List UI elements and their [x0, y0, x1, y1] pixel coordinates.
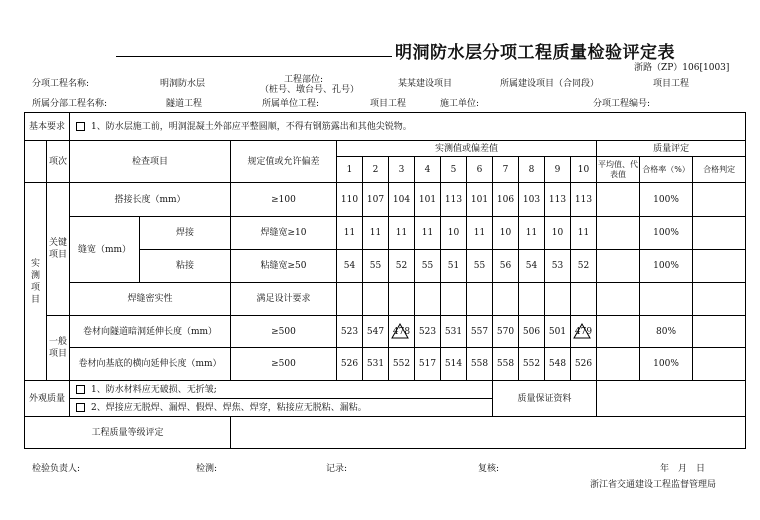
construction-label: 施工单位:	[440, 99, 480, 109]
appearance-item: 1、防水材料应无破损、无折皱;	[70, 381, 493, 399]
value-cell: 531	[441, 316, 467, 348]
basic-req-text: 1、防水层施工前，明洞混凝土外部应平整圆顺，不得有钢筋露出和其他尖锐物。	[91, 121, 412, 132]
pass-rate-cell: 100%	[640, 217, 693, 250]
footer-reviewer: 复核:	[478, 464, 500, 474]
value-cell	[337, 283, 363, 316]
basic-requirement-row	[25, 113, 746, 141]
value-cell	[519, 283, 545, 316]
table-row	[25, 316, 746, 348]
footer-inspector: 检验负责人:	[32, 464, 81, 474]
value-cell: 55	[467, 250, 493, 283]
measure-no: 2	[363, 157, 389, 183]
value-cell-flagged: 478	[389, 316, 415, 348]
value-cell: 53	[545, 250, 571, 283]
value-cell: 10	[493, 217, 519, 250]
table-row	[25, 183, 746, 217]
value-cell: 101	[415, 183, 441, 217]
value-cell: 103	[519, 183, 545, 217]
value-cell	[467, 283, 493, 316]
value-cell: 557	[467, 316, 493, 348]
value-cell	[493, 283, 519, 316]
item-name: 卷材向隧道暗洞延伸长度（mm）	[70, 316, 231, 348]
blank-corner	[25, 141, 47, 183]
checkbox[interactable]	[76, 403, 85, 412]
unit-value: 项目工程	[370, 99, 407, 109]
value-cell: 11	[415, 217, 441, 250]
item-spec: 焊缝宽≥10	[231, 217, 337, 250]
value-cell: 558	[467, 348, 493, 381]
value-cell: 56	[493, 250, 519, 283]
grade-label: 工程质量等级评定	[25, 417, 231, 449]
avg-cell	[597, 250, 640, 283]
value-cell: 548	[545, 348, 571, 381]
judge-cell	[693, 217, 746, 250]
triangle-flag-icon	[573, 323, 591, 339]
quality-docs-label: 质量保证资料	[493, 381, 597, 417]
grade-row	[25, 417, 746, 449]
measure-no: 4	[415, 157, 441, 183]
sub-item-value: 明洞防水层	[160, 79, 206, 89]
value-cell: 506	[519, 316, 545, 348]
title-underline	[116, 56, 392, 57]
quality-docs-value	[597, 381, 746, 417]
header-row-1	[25, 141, 746, 157]
value-cell: 107	[363, 183, 389, 217]
value-cell: 113	[571, 183, 597, 217]
value-cell: 514	[441, 348, 467, 381]
value-cell: 106	[493, 183, 519, 217]
value-cell	[571, 283, 597, 316]
value-cell: 101	[467, 183, 493, 217]
pass-rate-cell: 80%	[640, 316, 693, 348]
value-cell: 110	[337, 183, 363, 217]
col-quality: 质量评定	[597, 141, 746, 157]
measure-no: 3	[389, 157, 415, 183]
value-cell-flagged: 479	[571, 316, 597, 348]
measure-no: 5	[441, 157, 467, 183]
value-cell: 552	[389, 348, 415, 381]
measure-no: 1	[337, 157, 363, 183]
col-check-item: 检查项目	[70, 141, 231, 183]
value-cell: 113	[545, 183, 571, 217]
value-cell: 113	[441, 183, 467, 217]
table-row	[25, 348, 746, 381]
measured-items-label: 实测项目	[25, 183, 47, 381]
checkbox[interactable]	[76, 385, 85, 394]
col-measured: 实测值或偏差值	[337, 141, 597, 157]
col-judgement: 合格判定	[693, 157, 746, 183]
part-label: 工程部位:	[284, 75, 324, 85]
sub-item-label: 分项工程名称:	[32, 79, 90, 89]
judge-cell	[693, 316, 746, 348]
measure-no: 10	[571, 157, 597, 183]
part-label-sub: （桩号、墩台号、孔号）	[260, 85, 360, 95]
value-cell: 54	[337, 250, 363, 283]
value-cell: 531	[363, 348, 389, 381]
item-name: 粘接	[140, 250, 231, 283]
item-spec: ≥500	[231, 348, 337, 381]
value-cell: 11	[363, 217, 389, 250]
value-cell: 11	[571, 217, 597, 250]
value-cell: 51	[441, 250, 467, 283]
table-row	[25, 217, 746, 250]
appearance-item: 2、焊接应无脱焊、漏焊、假焊、焊焦、焊穿，粘接应无脱粘、漏粘。	[70, 399, 493, 417]
value-cell: 547	[363, 316, 389, 348]
value-cell: 52	[389, 250, 415, 283]
quality-table	[24, 112, 746, 449]
pass-rate-cell: 100%	[640, 250, 693, 283]
item-name: 焊接	[140, 217, 231, 250]
basic-req-cell	[70, 113, 746, 141]
item-spec: 满足设计要求	[231, 283, 337, 316]
sub-code-label: 分项工程编号:	[593, 99, 651, 109]
item-name: 卷材向基底的横向延伸长度（mm）	[70, 348, 231, 381]
pass-rate-cell	[640, 283, 693, 316]
value-cell: 52	[571, 250, 597, 283]
value-cell: 570	[493, 316, 519, 348]
judge-cell	[693, 250, 746, 283]
item-spec: ≥100	[231, 183, 337, 217]
checkbox[interactable]	[76, 122, 85, 131]
col-spec: 规定值或允许偏差	[231, 141, 337, 183]
table-row	[25, 283, 746, 316]
value-cell: 11	[337, 217, 363, 250]
value-cell: 10	[545, 217, 571, 250]
value-cell: 54	[519, 250, 545, 283]
measure-no: 7	[493, 157, 519, 183]
value-cell	[415, 283, 441, 316]
belong-value: 项目工程	[653, 79, 690, 89]
value-cell: 526	[571, 348, 597, 381]
appearance-label: 外观质量	[25, 381, 70, 417]
footer-issuer: 浙江省交通建设工程监督管理局	[590, 480, 717, 490]
value-cell: 11	[519, 217, 545, 250]
value-cell: 501	[545, 316, 571, 348]
pass-rate-cell: 100%	[640, 348, 693, 381]
value-cell: 104	[389, 183, 415, 217]
avg-cell	[597, 316, 640, 348]
belong-label: 所属建设项目（合同段）	[500, 79, 600, 89]
avg-cell	[597, 183, 640, 217]
measure-no: 9	[545, 157, 571, 183]
col-pass-rate: 合格率（%）	[640, 157, 693, 183]
general-items-label: 一般项目	[47, 316, 70, 381]
value-cell: 11	[389, 217, 415, 250]
value-cell: 517	[415, 348, 441, 381]
col-avg: 平均值、代表值	[597, 157, 640, 183]
avg-cell	[597, 348, 640, 381]
footer-recorder: 记录:	[326, 464, 348, 474]
value-cell	[363, 283, 389, 316]
form-code: 浙路（ZP）106[1003]	[634, 63, 730, 73]
triangle-flag-icon	[391, 323, 409, 339]
pass-rate-cell: 100%	[640, 183, 693, 217]
footer-date: 年 月 日	[660, 464, 706, 474]
value-cell: 55	[415, 250, 441, 283]
judge-cell	[693, 283, 746, 316]
seam-width-label: 缝宽（mm）	[70, 217, 140, 283]
value-cell: 552	[519, 348, 545, 381]
value-cell: 523	[337, 316, 363, 348]
division-label: 所属分部工程名称:	[32, 99, 108, 109]
value-cell: 55	[363, 250, 389, 283]
value-cell	[441, 283, 467, 316]
unit-label: 所属单位工程:	[262, 99, 320, 109]
key-items-label: 关键项目	[47, 183, 70, 316]
measure-no: 8	[519, 157, 545, 183]
grade-value	[231, 417, 746, 449]
value-cell: 558	[493, 348, 519, 381]
page-title: 明洞防水层分项工程质量检验评定表	[395, 43, 675, 63]
col-item-no: 项次	[47, 141, 70, 183]
value-cell: 11	[467, 217, 493, 250]
judge-cell	[693, 183, 746, 217]
value-cell: 526	[337, 348, 363, 381]
division-value: 隧道工程	[166, 99, 203, 109]
value-cell	[389, 283, 415, 316]
project-value: 某某建设项目	[398, 79, 453, 89]
item-spec: ≥500	[231, 316, 337, 348]
avg-cell	[597, 283, 640, 316]
item-name: 焊缝密实性	[70, 283, 231, 316]
judge-cell	[693, 348, 746, 381]
value-cell: 10	[441, 217, 467, 250]
value-cell	[545, 283, 571, 316]
value-cell: 523	[415, 316, 441, 348]
avg-cell	[597, 217, 640, 250]
measure-no: 6	[467, 157, 493, 183]
appearance-row	[25, 381, 746, 399]
item-spec: 粘缝宽≥50	[231, 250, 337, 283]
item-name: 搭接长度（mm）	[70, 183, 231, 217]
footer-checker: 检测:	[196, 464, 218, 474]
basic-req-label: 基本要求	[25, 113, 70, 141]
